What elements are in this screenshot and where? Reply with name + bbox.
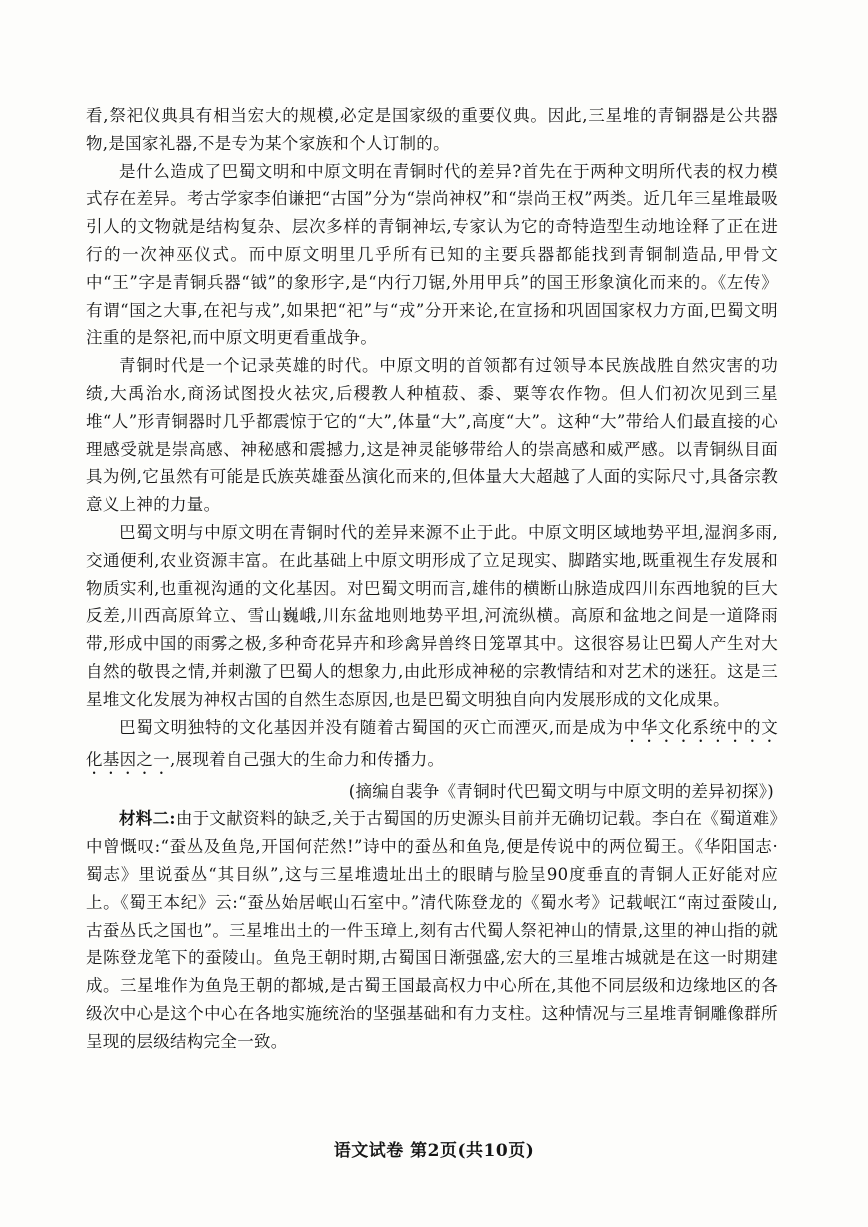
material-two <box>86 805 778 1055</box>
paragraph-hero-era: 青铜时代是一个记录英雄的时代。中原文明的首领都有过领导本民族战胜自然灾害的功绩,大禹治水,商汤试图投火祛灾,后稷教人种植菽、黍、粟等农作物。但人们初次见到三星堆“人”形青铜器时几乎都震惊于它的“大”,体量“大”,高度“大”。这种“大”带给人们最直接的心理感受就是崇高感、神秘感和震撼力,这是神灵能够带给人的崇高感和威严感。以青铜纵目面具为例,它虽然有可能是氏族英雄蚕丛演化而来的,但体量大大超越了人面的实际尺寸,具备宗教意义上神的力量。 <box>86 356 778 515</box>
reading-material <box>86 102 778 1056</box>
material-two-label: 材料二: <box>119 809 176 829</box>
paragraph-power-model: 是什么造成了巴蜀文明和中原文明在青铜时代的差异?首先在于两种文明所代表的权力模式存在差异。考古学家李伯谦把“古国”分为“崇尚神权”和“崇尚王权”两类。近几年三星堆最吸引人的文物就是结构复杂、层次多样的青铜神坛,专家认为它的奇特造型生动地诠释了正在进行的一次神巫仪式。而中原文明里几乎所有已知的主要兵器都能找到青铜制造品,甲骨文中“王”字是青铜兵器“钺”的象形字,是“内行刀锯,外用甲兵”的国王形象演化而来的。《左传》有谓“国之大事,在祀与戎”,如果把“祀”与“戎”分开来论,在宣扬和巩固国家权力方面,巴蜀文明注重的是祭祀,而中原文明更看重战争。 <box>86 161 778 348</box>
paragraph-cultural-gene <box>86 714 778 778</box>
paragraph-continuation: 看,祭祀仪典具有相当宏大的规模,必定是国家级的重要仪典。因此,三星堆的青铜器是公共器物,是国家礼器,不是专为某个家族和个人订制的。 <box>86 106 778 153</box>
paragraph-cultural-gene-c: ,展现着自己强大的生命力和传播力。 <box>170 749 445 769</box>
page-footer: 语文试卷 第2页(共10页) <box>333 1141 535 1161</box>
source-citation: (摘编自裴争《青铜时代巴蜀文明与中原文明的差异初探》) <box>348 781 774 801</box>
emphasized-phrase: 中华文化系统中的文化基因之一 <box>86 717 778 769</box>
paragraph-cultural-gene-a: 巴蜀文明独特的文化基因并没有随着古蜀国的灭亡而湮灭,而是成为 <box>119 717 624 737</box>
paragraph-geography: 巴蜀文明与中原文明在青铜时代的差异来源不止于此。中原文明区域地势平坦,湿润多雨,交通便利,农业资源丰富。在此基础上中原文明形成了立足现实、脚踏实地,既重视生存发展和物质实利,也重视沟通的文化基因。对巴蜀文明而言,雄伟的横断山脉造成四川东西地貌的巨大反差,川西高原耸立、雪山巍峨,川东盆地则地势平坦,河流纵横。高原和盆地之间是一道降雨带,形成中国的雨雾之极,多种奇花异卉和珍禽异兽终日笼罩其中。这很容易让巴蜀人产生对大自然的敬畏之情,并刺激了巴蜀人的想象力,由此形成神秘的宗教情结和对艺术的迷狂。这是三星堆文化发展为神权古国的自然生态原因,也是巴蜀文明独自向内发展形成的文化成果。 <box>86 522 778 709</box>
material-two-text: 由于文献资料的缺乏,关于古蜀国的历史源头目前并无确切记载。李白在《蜀道难》中曾慨叹:“蚕丛及鱼凫,开国何茫然!”诗中的蚕丛和鱼凫,便是传说中的两位蜀王。《华阳国志·蜀志》里说蚕丛“其目纵”,这与三星堆遗址出土的眼睛与脸呈90度垂直的青铜人正好能对应上。《蜀王本纪》云:“蚕丛始居岷山石室中。”清代陈登龙的《蜀水考》记载岷江“南过蚕陵山,古蚕丛氏之国也”。三星堆出土的一件玉璋上,刻有古代蜀人祭祀神山的情景,这里的神山指的就是陈登龙笔下的蚕陵山。鱼凫王朝时期,古蜀国日渐强盛,宏大的三星堆古城就是在这一时期建成。三星堆作为鱼凫王朝的都城,是古蜀王国最高权力中心所在,其他不同层级和边缘地区的各级次中心是这个中心在各地实施统治的坚强基础和有力支柱。这种情况与三星堆青铜雕像群所呈现的层级结构完全一致。 <box>86 809 778 1051</box>
